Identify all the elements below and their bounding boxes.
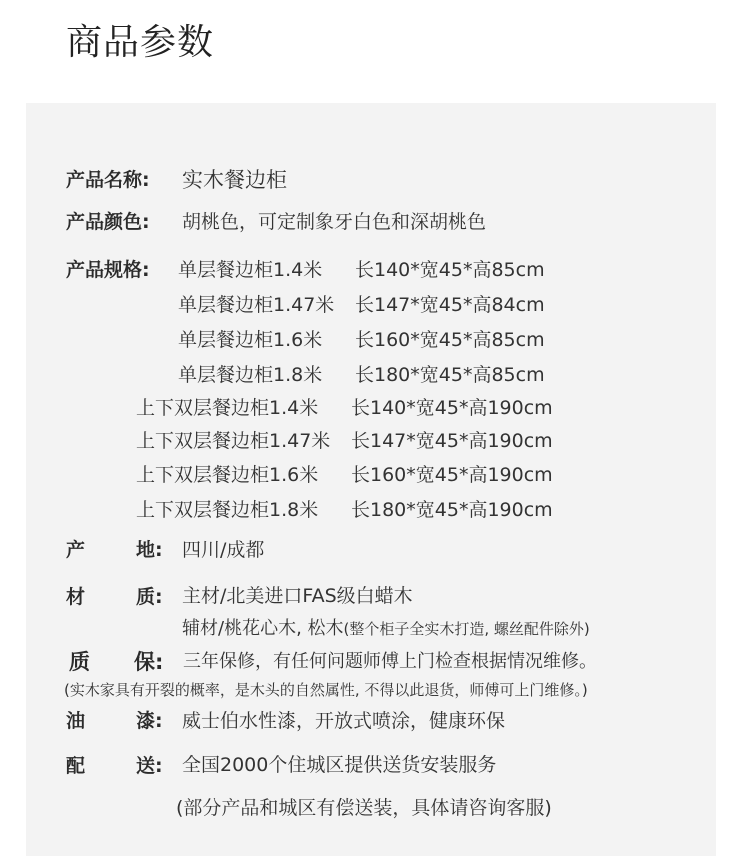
spec-item-name: 单层餐边柜1.8米 <box>178 364 323 386</box>
warranty-value: 三年保修，有任何问题师傅上门检查根据情况维修。 <box>183 651 597 672</box>
material-value: 主材/北美进口FAS级白蜡木 <box>182 585 413 607</box>
name-value: 实木餐边柜 <box>182 168 287 192</box>
spec-item-dims: 长160*宽45*高190cm <box>351 464 553 486</box>
spec-item-name: 单层餐边柜1.4米 <box>178 259 323 281</box>
spec-item-dims: 长140*宽45*高85cm <box>355 259 545 281</box>
spec-item-dims: 长180*宽45*高85cm <box>355 364 545 386</box>
page-title: 商品参数 <box>66 22 215 63</box>
delivery-label-second: 送: <box>136 755 163 777</box>
material-label-first: 材 <box>66 586 86 608</box>
spec-item-dims: 长147*宽45*高190cm <box>351 430 553 452</box>
spec-item-name: 上下双层餐边柜1.47米 <box>136 430 331 452</box>
warranty-label-second: 保: <box>134 650 164 674</box>
spec-item-name: 单层餐边柜1.47米 <box>178 294 335 316</box>
spec-item-name: 上下双层餐边柜1.6米 <box>136 464 319 486</box>
material-secondary: 辅材/桃花心木, 松木(整个柜子全实木打造, 螺丝配件除外) <box>182 618 590 639</box>
spec-item-name: 上下双层餐边柜1.8米 <box>136 499 319 521</box>
paint-value: 威士伯水性漆，开放式喷涂，健康环保 <box>182 710 506 732</box>
warranty-note: (实木家具有开裂的概率，是木头的自然属性, 不得以此退货，师傅可上门维修。) <box>64 681 588 699</box>
spec-item-name: 单层餐边柜1.6米 <box>178 329 323 351</box>
material-label-second: 质: <box>136 586 163 608</box>
color-value: 胡桃色，可定制象牙白色和深胡桃色 <box>182 211 487 233</box>
delivery-value: 全国2000个住城区提供送货安装服务 <box>182 754 497 776</box>
material-secondary-note: (整个柜子全实木打造, 螺丝配件除外) <box>343 620 590 638</box>
spec-label: 产品规格: <box>66 259 150 281</box>
delivery-note: (部分产品和城区有偿送装，具体请咨询客服) <box>176 797 552 819</box>
spec-item-dims: 长140*宽45*高190cm <box>351 397 553 419</box>
delivery-label-first: 配 <box>66 755 86 777</box>
spec-item-dims: 长160*宽45*高85cm <box>355 329 545 351</box>
origin-label-second: 地: <box>136 539 163 561</box>
origin-value: 四川/成都 <box>182 539 265 561</box>
spec-item-dims: 长147*宽45*高84cm <box>355 294 545 316</box>
warranty-label-first: 质 <box>69 650 90 674</box>
spec-item-dims: 长180*宽45*高190cm <box>351 499 553 521</box>
paint-label-second: 漆: <box>136 710 163 732</box>
origin-label-first: 产 <box>66 539 86 561</box>
color-label: 产品颜色: <box>66 211 150 233</box>
spec-item-name: 上下双层餐边柜1.4米 <box>136 397 319 419</box>
name-label: 产品名称: <box>66 169 150 191</box>
paint-label-first: 油 <box>66 710 86 732</box>
